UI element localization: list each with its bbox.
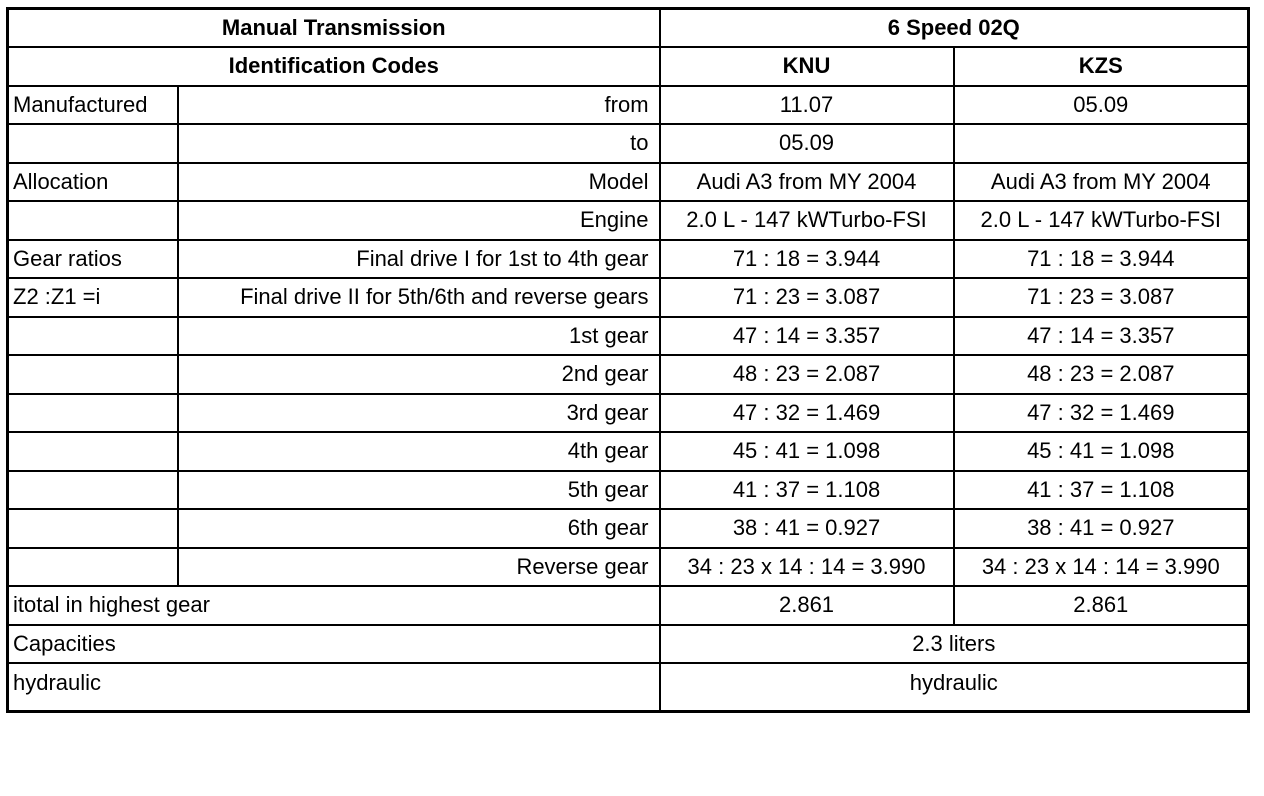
row-value-knu: 48 : 23 = 2.087: [660, 355, 954, 394]
row-group: [8, 317, 178, 356]
row-label: from: [178, 86, 660, 125]
itotal-label: itotal in highest gear: [8, 586, 660, 625]
row-value-knu: 47 : 14 = 3.357: [660, 317, 954, 356]
row-value-kzs: 71 : 18 = 3.944: [954, 240, 1249, 279]
row-group: [8, 471, 178, 510]
row-value-kzs: 41 : 37 = 1.108: [954, 471, 1249, 510]
row-label: 5th gear: [178, 471, 660, 510]
row-value-knu: 34 : 23 x 14 : 14 = 3.990: [660, 548, 954, 587]
row-group: Z2 :Z1 =i: [8, 278, 178, 317]
table-row: [8, 394, 1249, 433]
row-group: [8, 548, 178, 587]
table-row: [8, 509, 1249, 548]
row-value-knu: 47 : 32 = 1.469: [660, 394, 954, 433]
row-label: 6th gear: [178, 509, 660, 548]
table-row: [8, 86, 1249, 125]
row-group: Manufactured: [8, 86, 178, 125]
row-value-knu: Audi A3 from MY 2004: [660, 163, 954, 202]
header-transmission: 6 Speed 02Q: [660, 9, 1249, 48]
table-row: [8, 471, 1249, 510]
row-value-knu: 71 : 18 = 3.944: [660, 240, 954, 279]
row-value-knu: 38 : 41 = 0.927: [660, 509, 954, 548]
row-value-kzs: 2.0 L - 147 kWTurbo-FSI: [954, 201, 1249, 240]
table-row: [8, 317, 1249, 356]
table-row: [8, 240, 1249, 279]
row-value-kzs: [954, 124, 1249, 163]
row-group: Gear ratios: [8, 240, 178, 279]
row-value-kzs: 48 : 23 = 2.087: [954, 355, 1249, 394]
row-label: 2nd gear: [178, 355, 660, 394]
table-row: [8, 124, 1249, 163]
itotal-value-kzs: 2.861: [954, 586, 1249, 625]
code-kzs: KZS: [954, 47, 1249, 86]
row-group: [8, 432, 178, 471]
row-group: [8, 509, 178, 548]
hydraulic-value: hydraulic: [660, 663, 1249, 711]
code-knu: KNU: [660, 47, 954, 86]
transmission-spec-table: [6, 7, 1250, 713]
table-row: [8, 163, 1249, 202]
row-label: Final drive I for 1st to 4th gear: [178, 240, 660, 279]
table-row: [8, 278, 1249, 317]
table-row: [8, 548, 1249, 587]
row-value-kzs: 45 : 41 = 1.098: [954, 432, 1249, 471]
hydraulic-row: [8, 663, 1249, 711]
row-label: 1st gear: [178, 317, 660, 356]
row-value-kzs: 38 : 41 = 0.927: [954, 509, 1249, 548]
row-value-kzs: 47 : 14 = 3.357: [954, 317, 1249, 356]
header-row: [8, 9, 1249, 48]
table-row: [8, 432, 1249, 471]
capacities-value: 2.3 liters: [660, 625, 1249, 664]
row-value-knu: 41 : 37 = 1.108: [660, 471, 954, 510]
row-value-knu: 71 : 23 = 3.087: [660, 278, 954, 317]
row-label: Reverse gear: [178, 548, 660, 587]
row-label: 4th gear: [178, 432, 660, 471]
row-group: [8, 124, 178, 163]
table-row: [8, 201, 1249, 240]
id-codes-label: Identification Codes: [8, 47, 660, 86]
row-value-kzs: Audi A3 from MY 2004: [954, 163, 1249, 202]
row-group: [8, 201, 178, 240]
row-label: Final drive II for 5th/6th and reverse gears: [178, 278, 660, 317]
id-codes-row: [8, 47, 1249, 86]
row-label: to: [178, 124, 660, 163]
capacities-label: Capacities: [8, 625, 660, 664]
row-label: Engine: [178, 201, 660, 240]
row-group: Allocation: [8, 163, 178, 202]
row-value-kzs: 05.09: [954, 86, 1249, 125]
itotal-row: [8, 586, 1249, 625]
row-value-knu: 45 : 41 = 1.098: [660, 432, 954, 471]
table-row: [8, 355, 1249, 394]
hydraulic-label: hydraulic: [8, 663, 660, 711]
row-label: 3rd gear: [178, 394, 660, 433]
row-group: [8, 355, 178, 394]
row-value-kzs: 47 : 32 = 1.469: [954, 394, 1249, 433]
row-value-kzs: 71 : 23 = 3.087: [954, 278, 1249, 317]
row-value-knu: 11.07: [660, 86, 954, 125]
row-group: [8, 394, 178, 433]
itotal-value-knu: 2.861: [660, 586, 954, 625]
row-value-knu: 05.09: [660, 124, 954, 163]
capacities-row: [8, 625, 1249, 664]
row-value-kzs: 34 : 23 x 14 : 14 = 3.990: [954, 548, 1249, 587]
row-label: Model: [178, 163, 660, 202]
row-value-knu: 2.0 L - 147 kWTurbo-FSI: [660, 201, 954, 240]
header-title: Manual Transmission: [8, 9, 660, 48]
